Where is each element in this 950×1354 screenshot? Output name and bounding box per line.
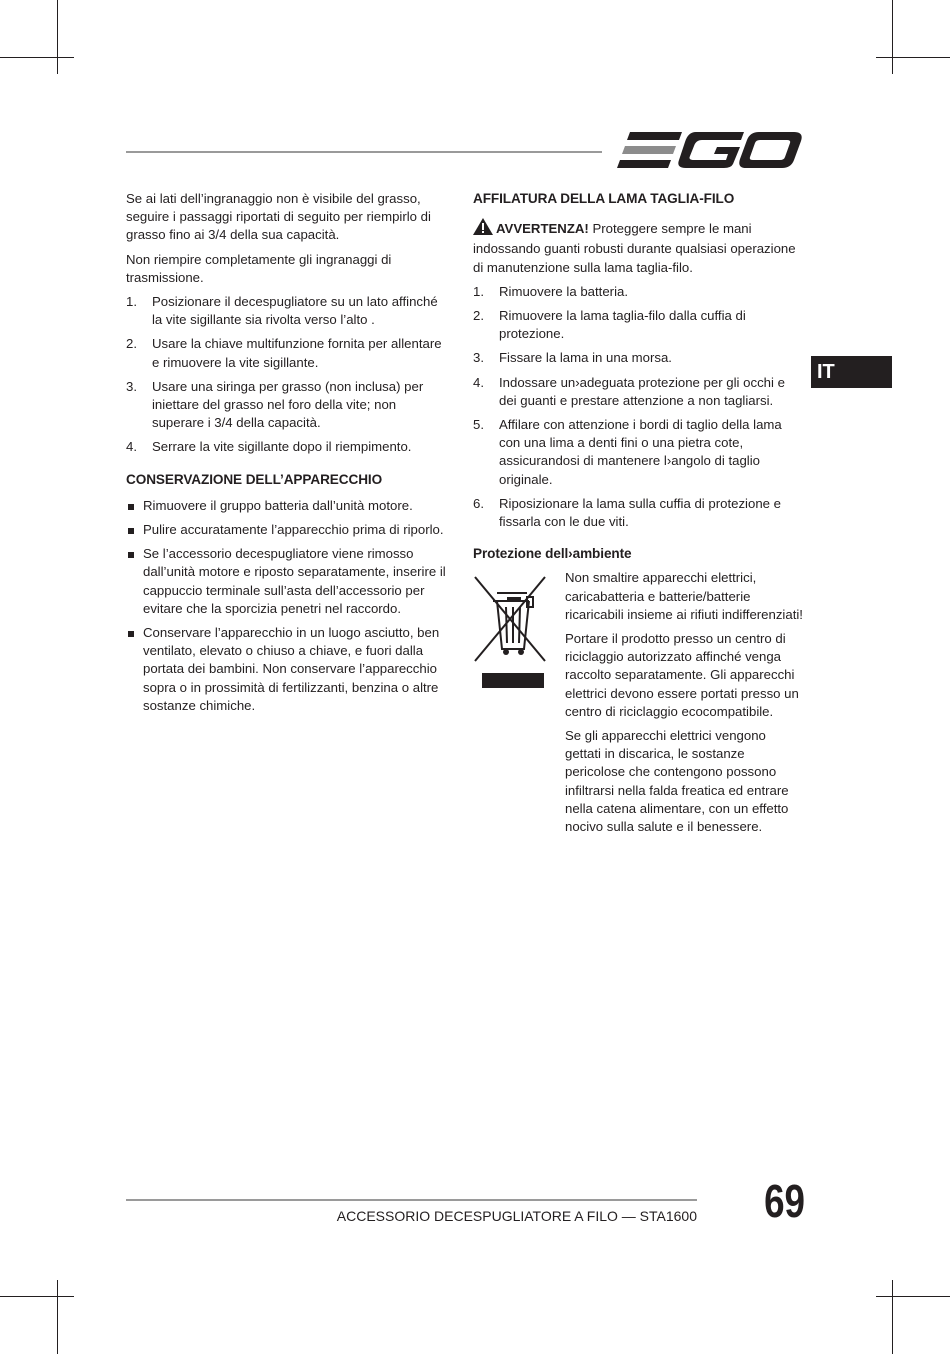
language-tab: IT <box>811 356 892 388</box>
crop-mark <box>892 0 893 74</box>
sharpen-steps-list <box>473 283 803 531</box>
warning-text: Proteggere sempre le mani indossando guanti robusti durante qualsiasi operazione di manutenzione sulla lama taglia-filo. <box>473 221 796 275</box>
environment-paragraph: Non smaltire apparecchi elettrici, caricabatteria e batterie/batterie ricaricabili insieme ai rifiuti indifferenziati! <box>565 570 803 622</box>
crop-mark <box>892 1280 893 1354</box>
list-item: 4. Indossare un›adeguata protezione per gli occhi e dei guanti e prestare attenzione a non tagliarsi. <box>473 374 785 408</box>
environment-text <box>565 569 803 836</box>
weee-bin-icon <box>473 575 549 691</box>
list-item: 2. Usare la chiave multifunzione fornita per allentare e rimuovere la vite sigillante. <box>126 336 442 370</box>
list-item: 2. Rimuovere la lama taglia-filo dalla cuffia di protezione. <box>473 308 746 342</box>
bullet-icon <box>128 504 134 510</box>
crop-mark <box>0 1296 74 1297</box>
list-item: 4. Serrare la vite sigillante dopo il riempimento. <box>126 439 412 455</box>
environment-paragraph: Portare il prodotto presso un centro di riciclaggio autorizzato affinché venga raccolto separatamente. Gli apparecchi elettrici devono essere portati presso un centro di riciclaggio ecocompatibile. <box>565 631 799 719</box>
list-item: 1. Rimuovere la batteria. <box>473 283 629 299</box>
crop-mark <box>876 57 950 58</box>
list-item: 3. Usare una siringa per grasso (non inclusa) per iniettare del grasso nel foro della vite; non superare i 3/4 della capacità. <box>126 378 424 431</box>
bullet-icon <box>128 552 134 558</box>
list-item: 1. Posizionare il decespugliatore su un lato affinché la vite sigillante sia rivolta verso l’alto . <box>126 294 438 328</box>
footer-title: ACCESSORIO DECESPUGLIATORE A FILO — STA1600 <box>336 1208 697 1224</box>
right-column <box>473 190 803 842</box>
grease-steps-list <box>126 293 450 457</box>
sharpen-heading: AFFILATURA DELLA LAMA TAGLIA-FILO <box>473 191 735 206</box>
intro-paragraph: Se ai lati dell’ingranaggio non è visibile del grasso, seguire i passaggi riportati di seguito per riempirlo di grasso fino ai 3/4 della sua capacità. <box>126 191 431 243</box>
storage-heading: CONSERVAZIONE DELL’APPARECCHIO <box>126 471 383 487</box>
environment-heading: Protezione dell›ambiente <box>473 546 632 562</box>
crop-mark <box>57 0 58 74</box>
left-column <box>126 190 450 721</box>
warning-paragraph <box>473 218 803 277</box>
list-item: Pulire accuratamente l’apparecchio prima di riporlo. <box>126 521 450 539</box>
storage-list <box>126 497 450 715</box>
list-item: 5. Affilare con attenzione i bordi di taglio della lama con una lima a denti fini o una pietra cote, assicurandosi di mantenere l›angolo di taglio originale. <box>473 417 782 487</box>
list-item: Se l’accessorio decespugliatore viene rimosso dall’unità motore e riposto separatamente, inserire il cappuccio terminale sull’asta dell’accessorio per evitare che la sporcizia penetri nel raccordo. <box>126 545 450 618</box>
environment-paragraph: Se gli apparecchi elettrici vengono gettati in discarica, le sostanze pericolose che contengono possono infiltrarsi nella falda freatica ed entrare nella catena alimentare, con un effetto nocivo sulla salute e il benessere. <box>565 728 789 835</box>
page-number: 69 <box>764 1175 805 1227</box>
ego-logo <box>616 128 802 172</box>
list-item: Rimuovere il gruppo batteria dall’unità motore. <box>126 497 450 515</box>
list-item: Conservare l’apparecchio in un luogo asciutto, ben ventilato, elevato o chiuso a chiave, e fuori dalla portata dei bambini. Non conservare l’apparecchio sopra o in prossimità di fertilizzanti, benzina o altre sostanze chimiche. <box>126 624 450 715</box>
bullet-icon <box>128 528 134 534</box>
list-item: 3. Fissare la lama in una morsa. <box>473 350 672 366</box>
warning-icon <box>473 218 493 240</box>
list-item: 6. Riposizionare la lama sulla cuffia di protezione e fissarla con le due viti. <box>473 495 781 530</box>
crop-mark <box>57 1280 58 1354</box>
environment-section <box>473 569 803 836</box>
crop-mark <box>0 57 74 58</box>
footer-rule <box>126 1199 697 1201</box>
header-rule <box>126 151 602 153</box>
crop-mark <box>876 1296 950 1297</box>
bullet-icon <box>128 631 134 637</box>
warning-label: AVVERTENZA! <box>496 221 589 237</box>
intro-note: Non riempire completamente gli ingranaggi di trasmissione. <box>126 251 392 285</box>
